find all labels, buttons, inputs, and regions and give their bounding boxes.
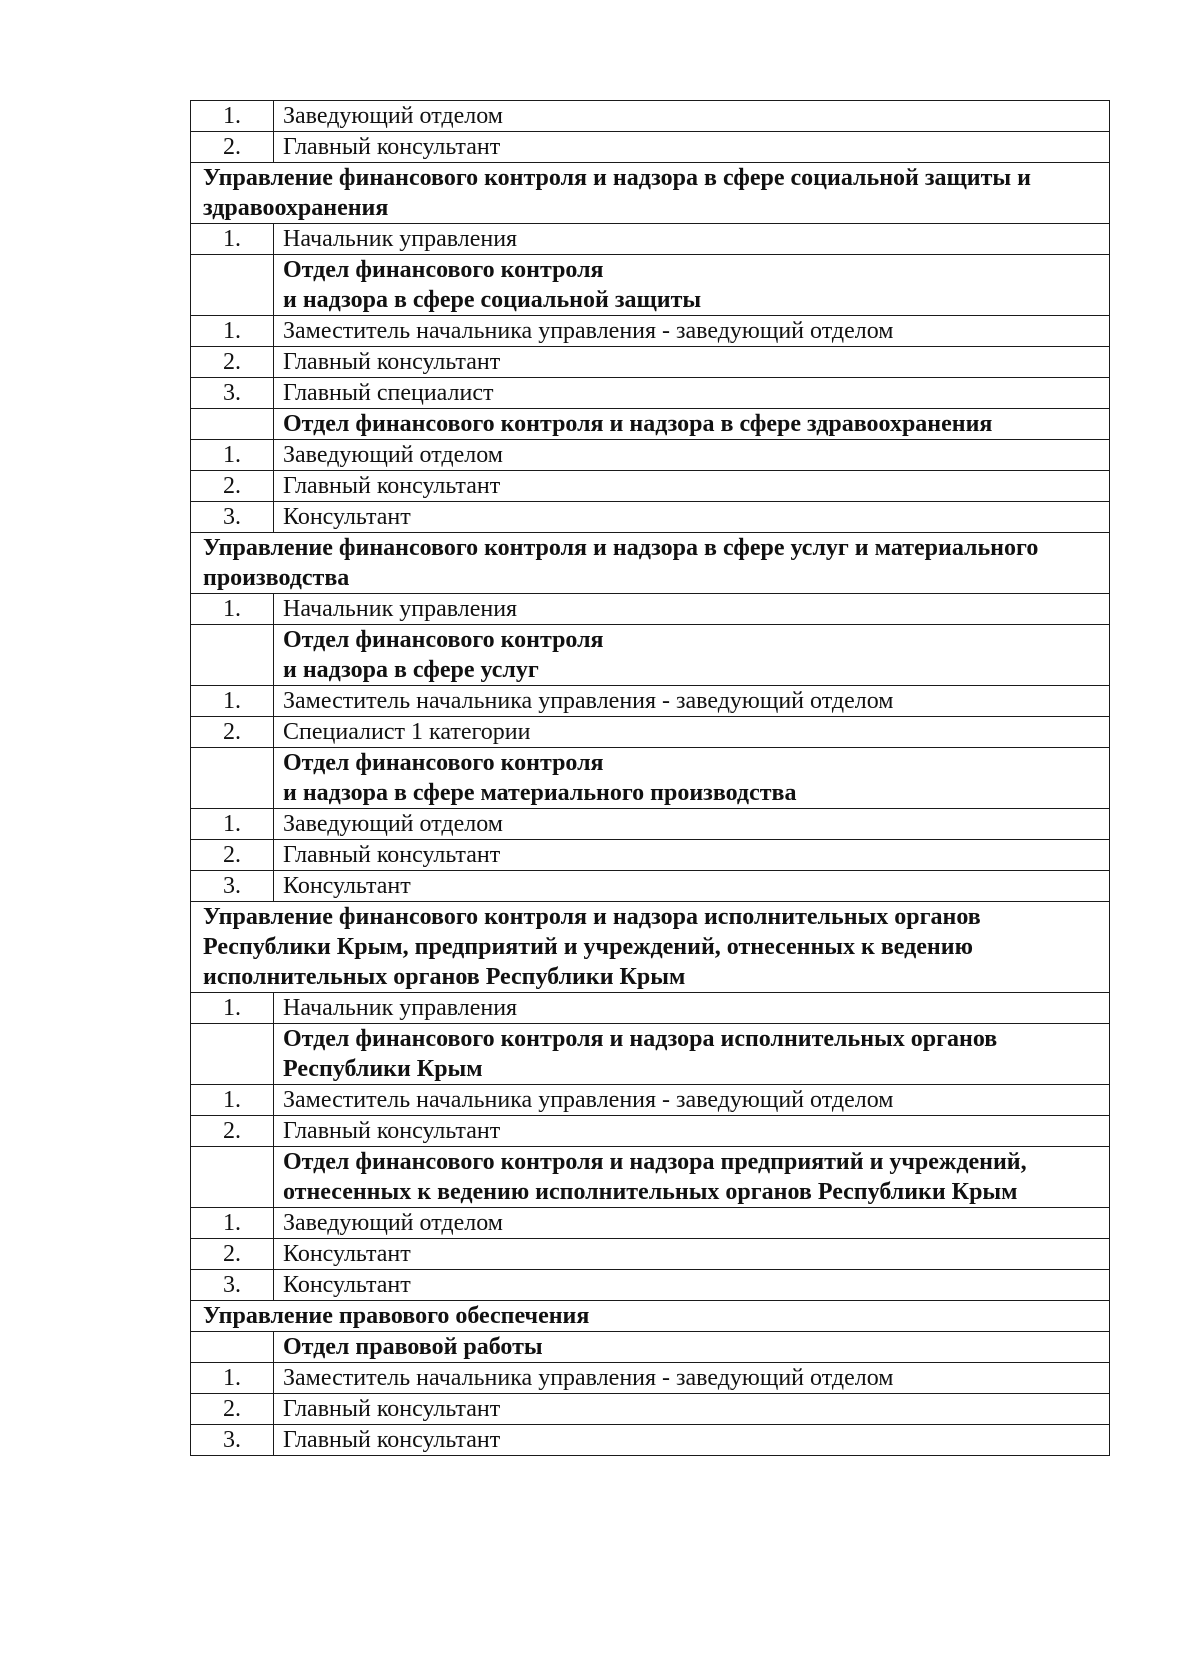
position-title: Главный консультант <box>274 347 1110 378</box>
staff-table <box>190 100 1110 1456</box>
row-number: 1. <box>191 809 274 840</box>
empty-number-cell <box>191 1332 274 1363</box>
position-title: Начальник управления <box>274 993 1110 1024</box>
position-title: Начальник управления <box>274 224 1110 255</box>
row-number: 1. <box>191 224 274 255</box>
section-title: Управление финансового контроля и надзора исполнительных органов Республики Крым, предприятий и учреждений, отнесенных к ведению исполнительных органов Республики Крым <box>191 902 1110 993</box>
department-title-line: Отдел финансового контроля <box>283 257 604 283</box>
row-number: 2. <box>191 1116 274 1147</box>
section-row <box>191 163 1110 224</box>
empty-number-cell <box>191 748 274 809</box>
department-title <box>274 1332 1110 1363</box>
position-row <box>191 224 1110 255</box>
row-number: 2. <box>191 840 274 871</box>
department-title-line: Отдел правовой работы <box>283 1334 543 1360</box>
position-row <box>191 316 1110 347</box>
row-number: 1. <box>191 101 274 132</box>
department-title-line: Отдел финансового контроля и надзора в сфере здравоохранения <box>283 411 993 437</box>
department-row <box>191 625 1110 686</box>
position-title: Заведующий отделом <box>274 1208 1110 1239</box>
row-number: 3. <box>191 1425 274 1456</box>
position-title: Главный консультант <box>274 1116 1110 1147</box>
department-row <box>191 1147 1110 1208</box>
position-title: Главный специалист <box>274 378 1110 409</box>
position-row <box>191 1085 1110 1116</box>
row-number: 2. <box>191 471 274 502</box>
position-title: Заместитель начальника управления - заведующий отделом <box>274 1363 1110 1394</box>
department-title-line: и надзора в сфере услуг <box>283 657 539 683</box>
position-row <box>191 101 1110 132</box>
position-row <box>191 502 1110 533</box>
position-row <box>191 132 1110 163</box>
row-number: 1. <box>191 1363 274 1394</box>
department-title <box>274 409 1110 440</box>
row-number: 1. <box>191 316 274 347</box>
position-title: Главный консультант <box>274 1394 1110 1425</box>
position-title: Главный консультант <box>274 471 1110 502</box>
position-row <box>191 1270 1110 1301</box>
department-title <box>274 1024 1110 1085</box>
position-row <box>191 1208 1110 1239</box>
row-number: 2. <box>191 1239 274 1270</box>
row-number: 1. <box>191 1085 274 1116</box>
department-row <box>191 748 1110 809</box>
department-title <box>274 625 1110 686</box>
position-title: Главный консультант <box>274 132 1110 163</box>
row-number: 3. <box>191 1270 274 1301</box>
position-row <box>191 440 1110 471</box>
department-row <box>191 409 1110 440</box>
position-title: Консультант <box>274 1270 1110 1301</box>
department-title-line: Отдел финансового контроля <box>283 750 604 776</box>
row-number: 1. <box>191 594 274 625</box>
empty-number-cell <box>191 255 274 316</box>
position-title: Консультант <box>274 871 1110 902</box>
position-title: Консультант <box>274 1239 1110 1270</box>
position-title: Заместитель начальника управления - заведующий отделом <box>274 1085 1110 1116</box>
row-number: 2. <box>191 132 274 163</box>
position-row <box>191 1425 1110 1456</box>
row-number: 2. <box>191 1394 274 1425</box>
department-row <box>191 255 1110 316</box>
section-title: Управление финансового контроля и надзора в сфере социальной защиты и здравоохранения <box>191 163 1110 224</box>
position-title: Заместитель начальника управления - заведующий отделом <box>274 686 1110 717</box>
position-row <box>191 471 1110 502</box>
empty-number-cell <box>191 1024 274 1085</box>
section-row <box>191 533 1110 594</box>
row-number: 1. <box>191 440 274 471</box>
department-row <box>191 1332 1110 1363</box>
empty-number-cell <box>191 1147 274 1208</box>
position-row <box>191 1394 1110 1425</box>
row-number: 3. <box>191 871 274 902</box>
staff-table-body <box>191 101 1110 1456</box>
section-row <box>191 902 1110 993</box>
department-title <box>274 255 1110 316</box>
department-row <box>191 1024 1110 1085</box>
position-title: Начальник управления <box>274 594 1110 625</box>
department-title-line: Отдел финансового контроля и надзора предприятий и учреждений, отнесенных к ведению исполнительных органов Республики Крым <box>283 1149 1027 1205</box>
position-title: Заведующий отделом <box>274 101 1110 132</box>
position-title: Заведующий отделом <box>274 440 1110 471</box>
section-row <box>191 1301 1110 1332</box>
department-title-line: Отдел финансового контроля <box>283 627 604 653</box>
department-title <box>274 1147 1110 1208</box>
department-title-line: и надзора в сфере материального производства <box>283 780 797 806</box>
department-title <box>274 748 1110 809</box>
section-title: Управление финансового контроля и надзора в сфере услуг и материального производства <box>191 533 1110 594</box>
position-row <box>191 347 1110 378</box>
row-number: 2. <box>191 347 274 378</box>
position-title: Главный консультант <box>274 840 1110 871</box>
row-number: 1. <box>191 993 274 1024</box>
empty-number-cell <box>191 409 274 440</box>
position-title: Главный консультант <box>274 1425 1110 1456</box>
position-row <box>191 594 1110 625</box>
row-number: 3. <box>191 378 274 409</box>
row-number: 1. <box>191 686 274 717</box>
position-row <box>191 993 1110 1024</box>
position-row <box>191 717 1110 748</box>
department-title-line: Отдел финансового контроля и надзора исполнительных органов Республики Крым <box>283 1026 998 1082</box>
section-title: Управление правового обеспечения <box>191 1301 1110 1332</box>
position-row <box>191 840 1110 871</box>
position-row <box>191 686 1110 717</box>
empty-number-cell <box>191 625 274 686</box>
row-number: 1. <box>191 1208 274 1239</box>
row-number: 2. <box>191 717 274 748</box>
position-row <box>191 1116 1110 1147</box>
row-number: 3. <box>191 502 274 533</box>
position-title: Консультант <box>274 502 1110 533</box>
position-row <box>191 378 1110 409</box>
position-title: Заместитель начальника управления - заведующий отделом <box>274 316 1110 347</box>
position-row <box>191 1239 1110 1270</box>
position-row <box>191 1363 1110 1394</box>
position-row <box>191 871 1110 902</box>
position-title: Заведующий отделом <box>274 809 1110 840</box>
department-title-line: и надзора в сфере социальной защиты <box>283 287 702 313</box>
position-row <box>191 809 1110 840</box>
position-title: Специалист 1 категории <box>274 717 1110 748</box>
